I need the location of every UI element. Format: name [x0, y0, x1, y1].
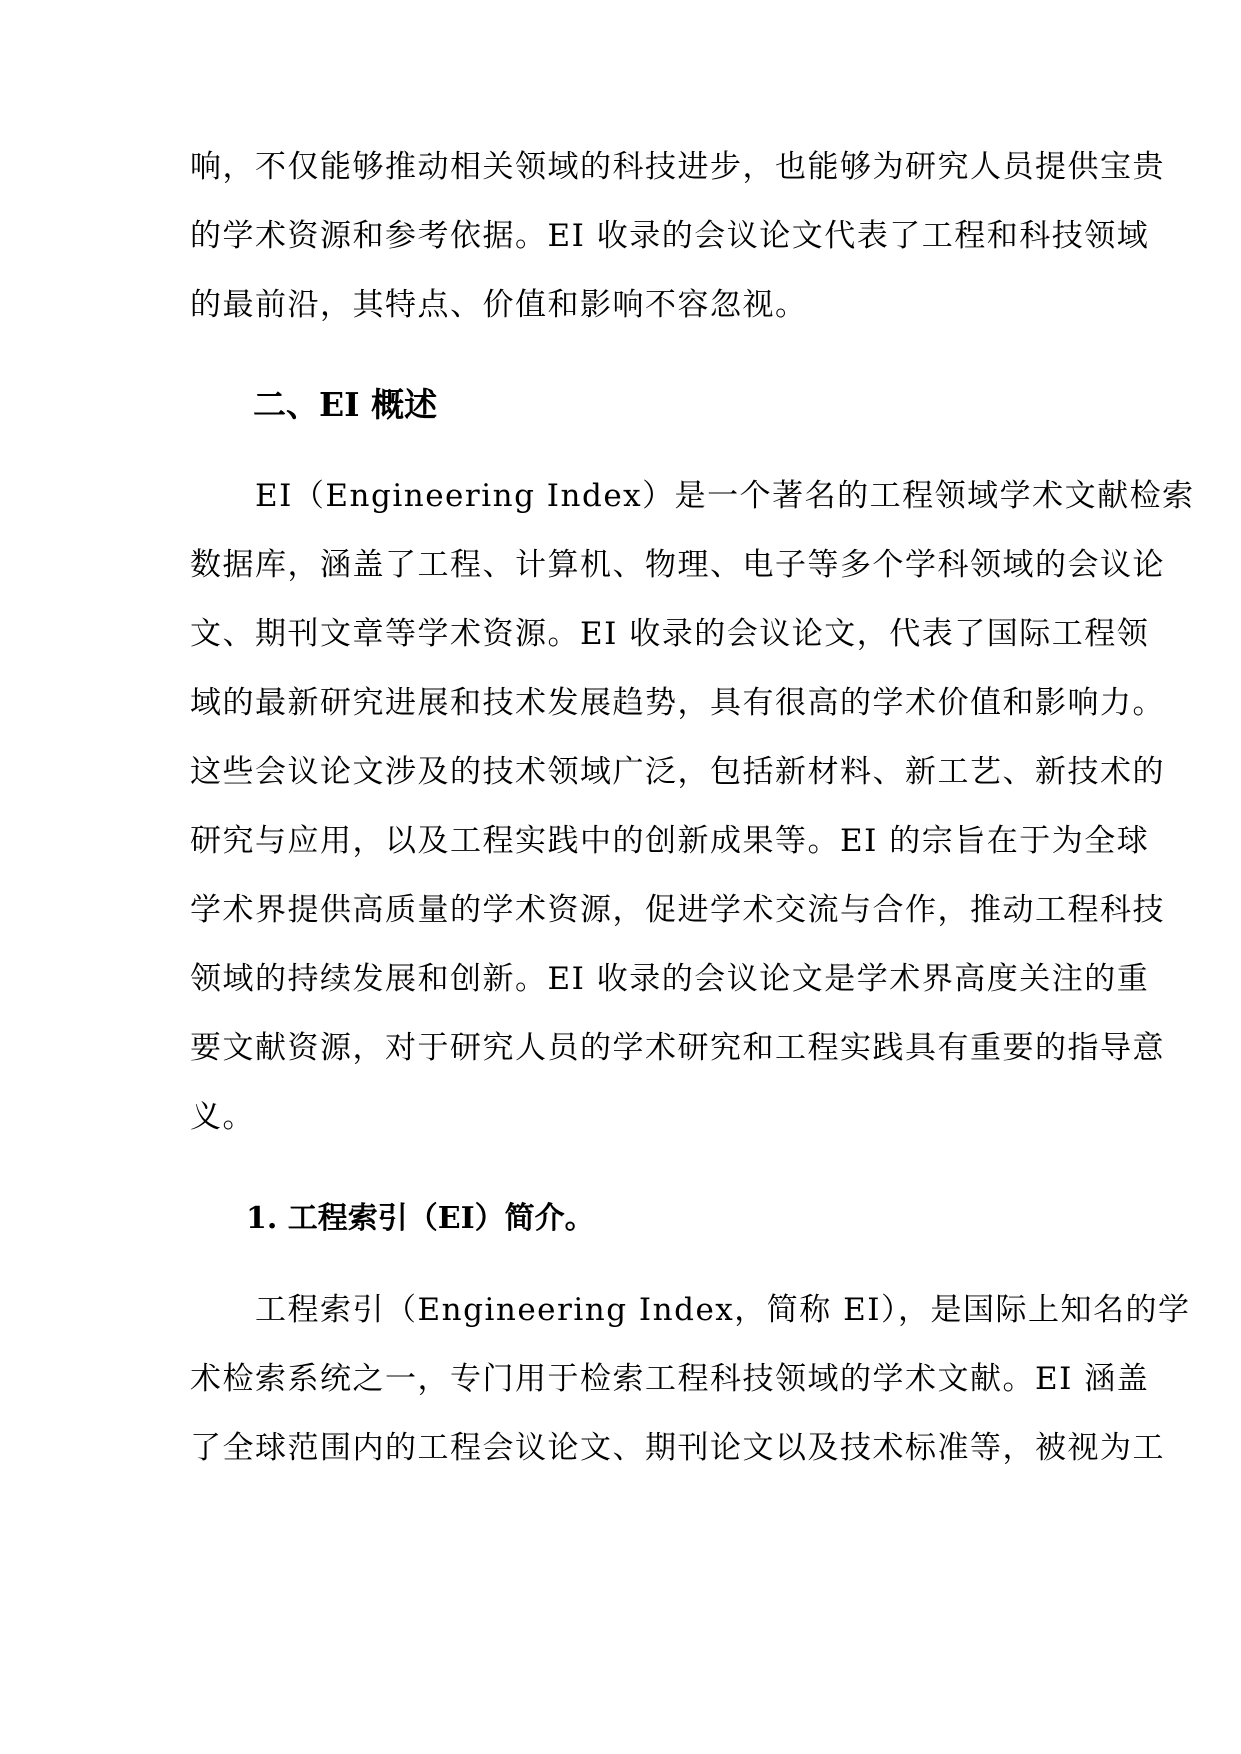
- section-heading: 二、EI 概述: [253, 385, 438, 424]
- text-line: 学术界提供高质量的学术资源，促进学术交流与合作，推动工程科技: [190, 892, 1165, 928]
- text-line: 的学术资源和参考依据。EI 收录的会议论文代表了工程和科技领域: [190, 218, 1150, 254]
- text-line: 域的最新研究进展和技术发展趋势，具有很高的学术价值和影响力。: [190, 685, 1165, 721]
- text-line: 数据库，涵盖了工程、计算机、物理、电子等多个学科领域的会议论: [190, 547, 1165, 583]
- subsection-heading: 1. 工程索引（EI）简介。: [246, 1201, 595, 1236]
- text-line: 的最前沿，其特点、价值和影响不容忽视。: [190, 287, 808, 323]
- text-line: 术检索系统之一，专门用于检索工程科技领域的学术文献。EI 涵盖: [190, 1361, 1150, 1397]
- text-line: 响，不仅能够推动相关领域的科技进步，也能够为研究人员提供宝贵: [190, 149, 1165, 185]
- text-line: 研究与应用，以及工程实践中的创新成果等。EI 的宗旨在于为全球: [190, 823, 1150, 859]
- text-line: 文、期刊文章等学术资源。EI 收录的会议论文，代表了国际工程领: [190, 616, 1150, 652]
- text-line: 义。: [190, 1099, 255, 1135]
- text-line: EI（Engineering Index）是一个著名的工程领域学术文献检索: [190, 478, 1195, 514]
- text-line: 这些会议论文涉及的技术领域广泛，包括新材料、新工艺、新技术的: [190, 754, 1165, 790]
- text-line: 工程索引（Engineering Index，简称 EI），是国际上知名的学: [190, 1292, 1191, 1328]
- text-line: 要文献资源，对于研究人员的学术研究和工程实践具有重要的指导意: [190, 1030, 1165, 1066]
- text-line: 了全球范围内的工程会议论文、期刊论文以及技术标准等，被视为工: [190, 1430, 1165, 1466]
- text-line: 领域的持续发展和创新。EI 收录的会议论文是学术界高度关注的重: [190, 961, 1150, 997]
